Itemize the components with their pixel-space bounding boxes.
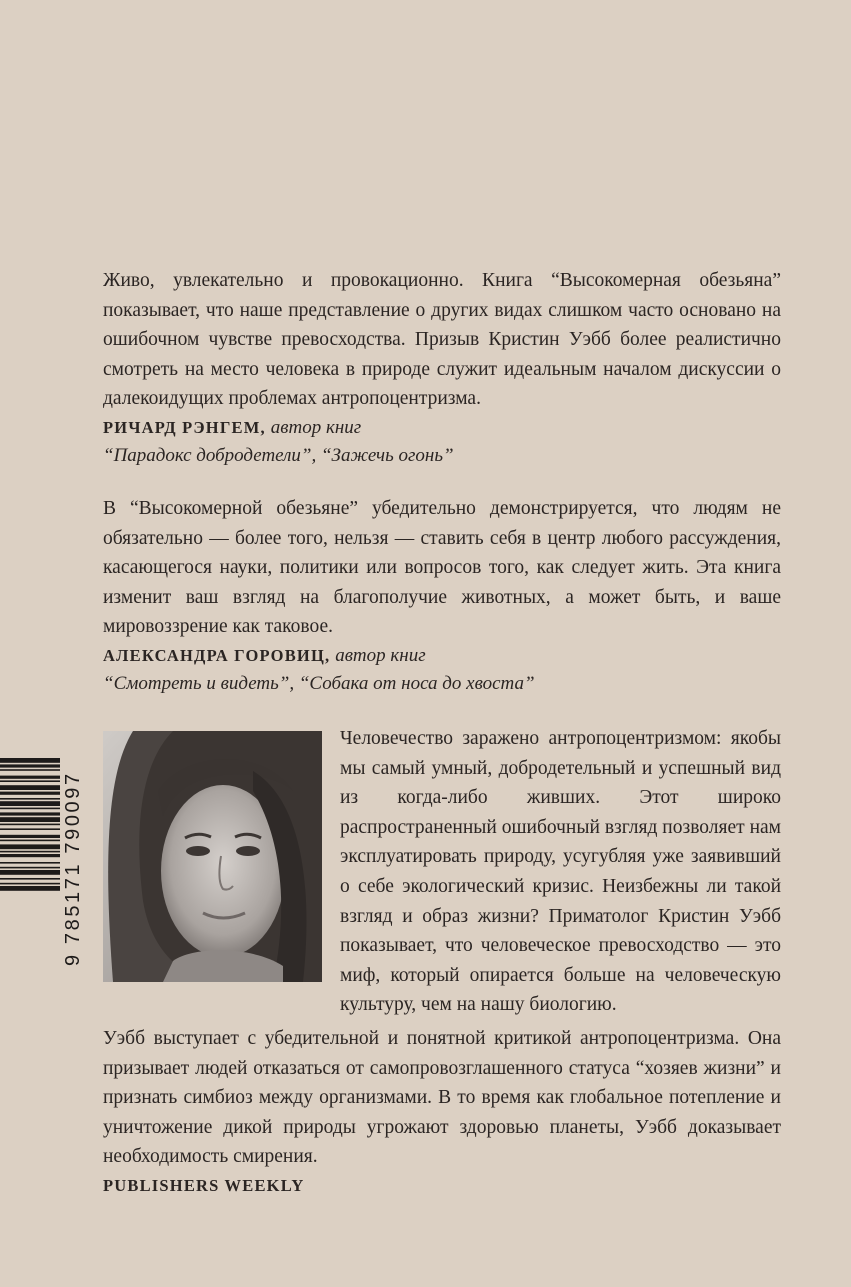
barcode-bar — [0, 792, 60, 795]
reviewer-name: АЛЕКСАНДРА ГОРОВИЦ, — [103, 645, 331, 665]
reviewer-role: автор книг — [270, 416, 362, 438]
review-attribution — [103, 642, 781, 670]
about-author — [340, 724, 781, 1020]
review-text: Уэбб выступает с убедительной и понятной критикой антропоцентризма. Она призывает людей отказаться от самопровозглашенного статуса “хозяев жизни” и признать симбиоз между организмами. В то время как глобальное потепление и уничтожение дикой природы угрожают здоровью планеты, Уэбб доказывает необходимость смирения. — [103, 1028, 781, 1168]
barcode-bar — [0, 844, 60, 849]
barcode-bar — [0, 867, 60, 869]
barcode-bar — [0, 812, 60, 815]
barcode-bar — [0, 851, 60, 853]
barcode-bar — [0, 785, 60, 790]
reviewer-books: “Смотреть и видеть”, “Собака от носа до хвоста” — [103, 672, 535, 694]
barcode-bar — [0, 824, 60, 826]
review-text: Живо, увлекательно и провокационно. Книга “Высокомерная обезьяна” показывает, что наше представление о других видах слишком часто основано на ошибочном чувстве превосходства. Призыв Кристин Уэбб более реалистично смотреть на место человека в природе служит идеальным началом дискуссии о далекоидущих проблемах антропоцентризма. — [103, 270, 781, 410]
barcode-bar — [0, 769, 60, 771]
about-author-text: Человечество заражено антропоцентризмом: якобы мы самый умный, добродетельный и успешный вид из когда-либо живших. Этот широко распространенный ошибочный взгляд позволяет нам эксплуатировать природу, усугубляя уже заявивший о себе экологический кризис. Неизбежны ли такой взгляд и образ жизни? Приматолог Кристин Уэбб показывает, что человеческое превосходство — это миф, который опирается больше на человеческую культуру, чем на нашу биологию. — [340, 728, 781, 1016]
barcode-bar — [0, 798, 60, 800]
barcode-bar — [0, 808, 60, 810]
barcode-bar — [0, 835, 60, 838]
barcode-bar — [0, 817, 60, 822]
review-attribution — [103, 414, 781, 442]
barcode-digits: 9 785171 790097 — [62, 771, 84, 966]
barcode-bar — [0, 878, 60, 880]
barcode-bar — [0, 801, 60, 806]
barcode-bar — [0, 862, 60, 864]
reviewer-role: автор книг — [335, 644, 426, 666]
review-text: В “Высокомерной обезьяне” убедительно демонстрируется, что людям не обязательно — более того, нельзя — ставить себя в центр любого рассуждения, касающегося науки, политики или вопросов того, как следует жить. Эта книга изменит ваш взгляд на благополучие животных, а может быть, и ваше мировоззрение как таковое. — [103, 498, 781, 638]
barcode-bar — [0, 758, 60, 763]
barcode-bar — [0, 780, 60, 782]
review-publishers-weekly — [103, 1024, 781, 1200]
barcode-bar — [0, 828, 60, 830]
barcode-bar — [0, 776, 60, 779]
barcode-bar — [0, 764, 60, 767]
author-photo — [103, 731, 322, 982]
barcode-bar — [0, 854, 60, 857]
reviewer-name: РИЧАРД РЭНГЕМ, — [103, 417, 266, 437]
barcode-bar — [0, 886, 60, 891]
reviewer-books: “Парадокс добродетели”, “Зажечь огонь” — [103, 444, 454, 466]
review-wrangham — [103, 266, 781, 470]
review-horowitz — [103, 494, 781, 698]
barcode-bar — [0, 870, 60, 875]
barcode-bar — [0, 840, 60, 842]
barcode-bar — [0, 883, 60, 885]
review-attribution — [103, 1172, 781, 1200]
review-source: PUBLISHERS WEEKLY — [103, 1175, 305, 1195]
